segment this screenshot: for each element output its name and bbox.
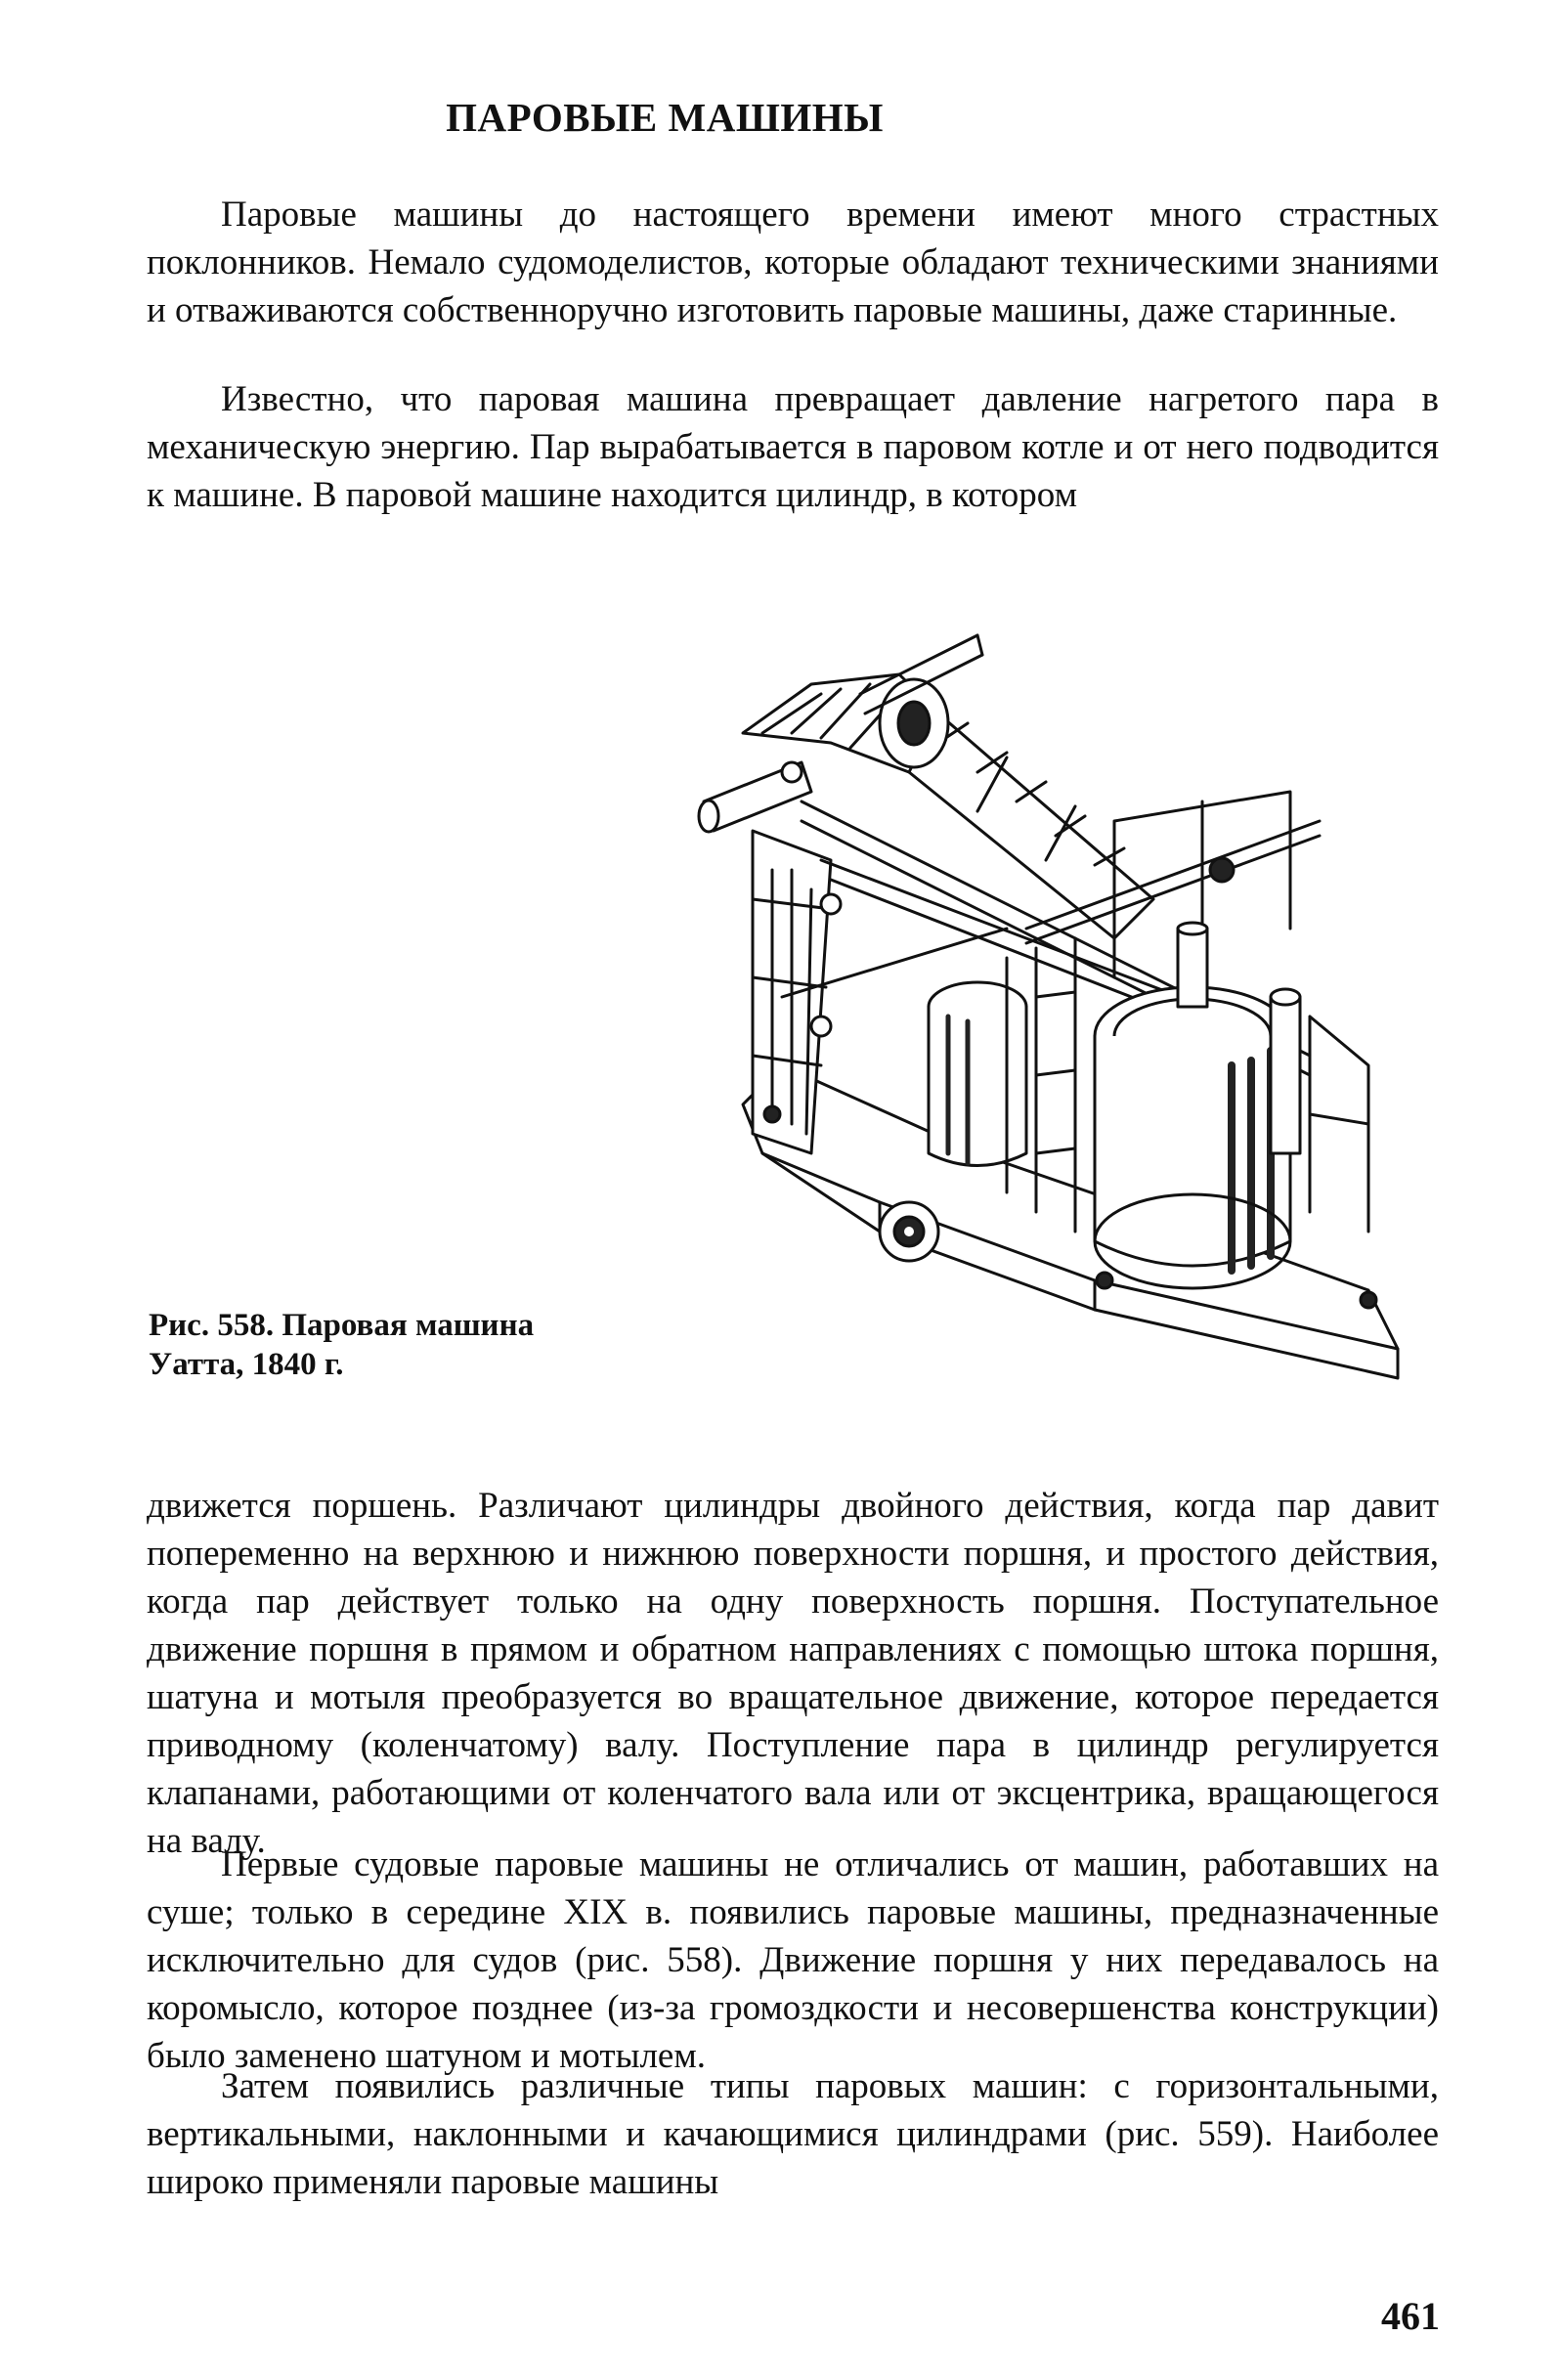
page-number: 461 — [1381, 2294, 1440, 2338]
steam-pipe — [1271, 997, 1300, 1153]
paragraph-4: Первые судовые паровые машины не отличались от машин, работавших на суше; только в середине XIX в. появились паровые машины, предназначенные исключительно для судов (рис. 558). Движение поршня у них передавалось на коромысло, которое позднее (из-за громоздкости и несовершенства конструкции) было заменено шатуном и мотылем. — [147, 1844, 1439, 2076]
paragraph-1: Паровые машины до настоящего времени имеют много страстных поклонников. Немало судомоделистов, которые обладают техническими знаниями и отваживаются собственноручно изготовить паровые машины, даже старинные. — [147, 195, 1439, 330]
main-cylinder — [1095, 1036, 1290, 1266]
paragraph-2: Известно, что паровая машина превращает давление нагретого пара в механическую энергию. Пар вырабатывается в паровом котле и от него подводится к машине. В паровой машине находится цилиндр, в котором — [147, 379, 1439, 515]
page-title: ПАРОВЫЕ МАШИНЫ — [446, 95, 884, 140]
paragraph-3: движется поршень. Различают цилиндры двойного действия, когда пар давит попеременно на верхнюю и нижнюю поверхности поршня, и простого действия, когда пар действует только на одну поверхность поршня. Поступательное движение поршня в прямом и обратном направлениях с помощью штока поршня, шатуна и мотыля преобразуется во вращательное движение, которое передается приводному (коленчатому) валу. Поступление пара в цилиндр регулируется клапанами, работающими от коленчатого вала или от эксцентрика, вращающегося на валу. — [147, 1486, 1439, 1861]
figure-caption: Рис. 558. Паровая машина Уатта, 1840 г. — [149, 1308, 535, 1382]
paragraph-5: Затем появились различные типы паровых машин: с горизонтальными, вертикальными, наклонными и качающимися цилиндрами (рис. 559). Наиболее широко применяли паровые машины — [147, 2066, 1439, 2202]
steam-engine-illustration — [684, 606, 1466, 1437]
